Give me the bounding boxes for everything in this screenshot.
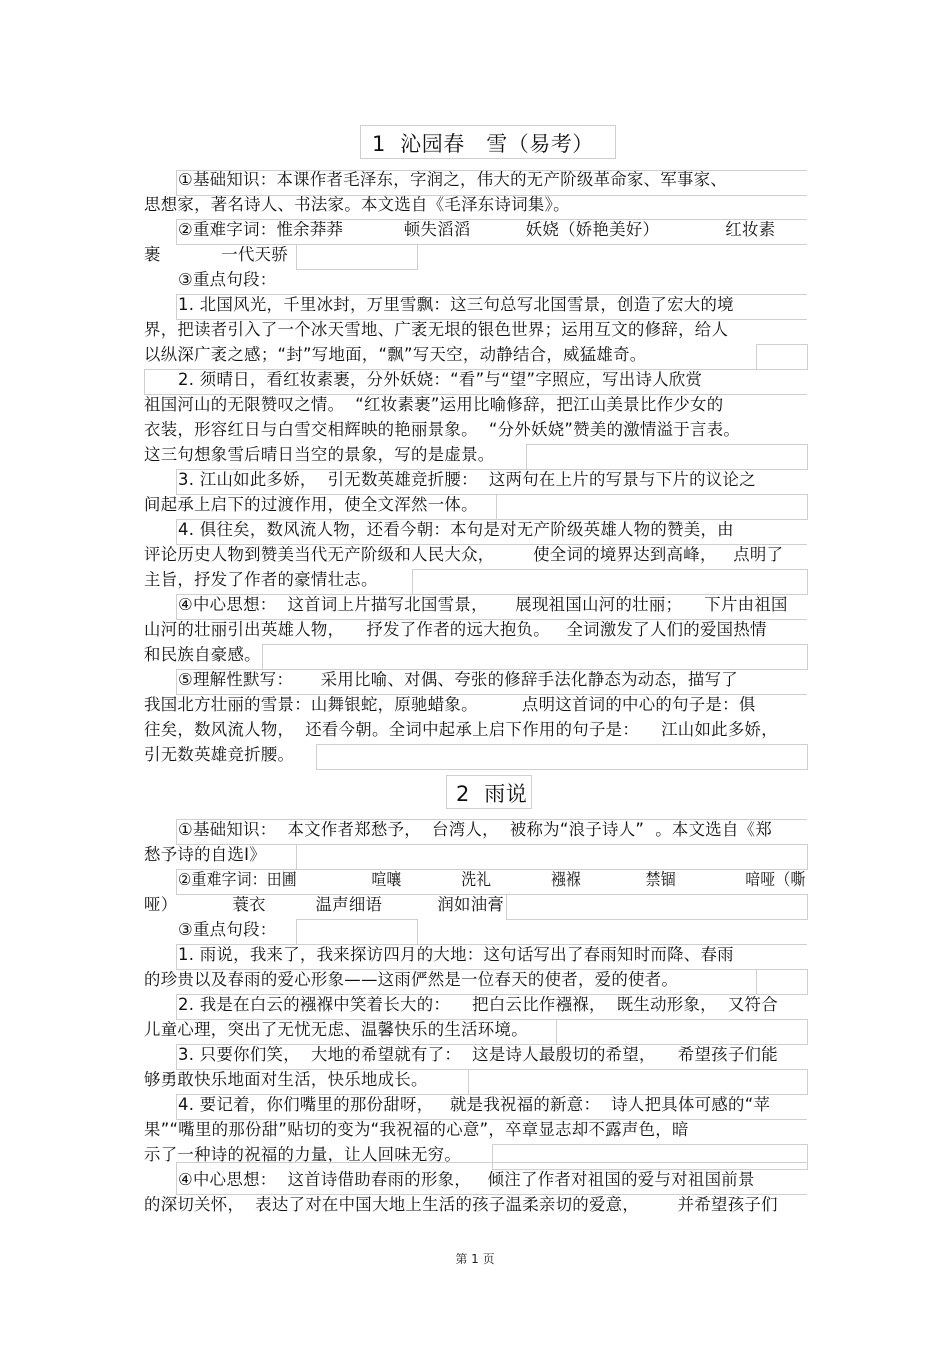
text-frame bbox=[412, 569, 808, 595]
text-line: 这三句想象雪后晴日当空的景象，写的是虚景。 bbox=[144, 445, 495, 464]
text-line: 思想家，著名诗人、书法家。本文选自《毛泽东诗词集》。 bbox=[144, 195, 570, 214]
text-line: 4. 俱往矣，数风流人物，还看今朝：本句是对无产阶级英雄人物的赞美，由 bbox=[178, 520, 734, 539]
text-line: 4. 要记着，你们嘴里的那份甜呀， 就是我祝福的新意： 诗人把具体可感的“苹 bbox=[178, 1095, 771, 1114]
text-line: 愁予诗的自选Ⅰ》 bbox=[144, 845, 266, 864]
text-line: 1. 北国风光，千里冰封，万里雪飘：这三句总写北国雪景，创造了宏大的境 bbox=[178, 295, 734, 314]
text-line: 衣装，形容红日与白雪交相辉映的艳丽景象。 “分外妖娆”赞美的激情溢于言表。 bbox=[144, 420, 741, 439]
text-frame bbox=[492, 1144, 808, 1170]
text-frame bbox=[756, 344, 808, 370]
text-frame bbox=[756, 969, 808, 995]
text-line: 2. 须晴日，看红妆素裹，分外妖娆：“看”与“望”字照应，写出诗人欣赏 bbox=[178, 370, 703, 389]
text-line: 往矣，数风流人物， 还看今朝。全词中起承上启下作用的句子是： 江山如此多娇， bbox=[144, 720, 778, 739]
text-line: 3. 只要你们笑， 大地的希望就有了： 这是诗人最殷切的希望， 希望孩子们能 bbox=[178, 1045, 778, 1064]
text-frame bbox=[296, 844, 808, 870]
text-frame bbox=[296, 919, 418, 945]
text-line: 的珍贵以及春雨的爱心形象——这雨俨然是一位春天的使者，爱的使者。 bbox=[144, 970, 679, 989]
text-line: 3. 江山如此多娇， 引无数英雄竞折腰： 这两句在上片的写景与下片的议论之 bbox=[178, 470, 756, 489]
text-line: 间起承上启下的过渡作用，使全文浑然一体。 bbox=[144, 495, 478, 514]
text-frame bbox=[262, 644, 808, 670]
text-frame bbox=[526, 444, 808, 470]
text-line: ②重难字词：惟余莽莽 顿失滔滔 妖娆（娇艳美好） 红妆素 bbox=[178, 220, 776, 239]
text-line: 我国北方壮丽的雪景：山舞银蛇，原驰蜡象。 点明这首词的中心的句子是：俱 bbox=[144, 695, 756, 714]
text-line: 儿童心理，突出了无忧无虑、温馨快乐的生活环境。 bbox=[144, 1020, 528, 1039]
text-frame bbox=[468, 1069, 808, 1095]
section-title-1: 1 沁园春 雪（易考） bbox=[372, 132, 594, 156]
text-line: 山河的壮丽引出英雄人物， 抒发了作者的远大抱负。 全词激发了人们的爱国热情 bbox=[144, 620, 767, 639]
text-line: 果”“嘴里的那份甜”贴切的变为“我祝福的心意”，卒章显志却不露声色，暗 bbox=[144, 1120, 689, 1139]
text-line: ④中心思想： 这首词上片描写北国雪景， 展现祖国山河的壮丽； 下片由祖国 bbox=[178, 595, 788, 614]
text-line: 1. 雨说，我来了，我来探访四月的大地：这句话写出了春雨知时而降、春雨 bbox=[178, 945, 734, 964]
text-line: 引无数英雄竞折腰。 bbox=[144, 745, 295, 764]
text-line: ①基础知识： 本文作者郑愁予， 台湾人， 被称为“浪子诗人” 。本文选自《郑 bbox=[178, 820, 773, 839]
text-line: ③重点句段： bbox=[178, 920, 277, 939]
text-line: ④中心思想： 这首诗借助春雨的形象， 倾注了作者对祖国的爱与对祖国前景 bbox=[178, 1170, 755, 1189]
text-line: 裹 一代天骄 bbox=[144, 245, 289, 264]
text-frame bbox=[316, 744, 808, 770]
page-number: 第 1 页 bbox=[455, 1252, 495, 1266]
text-line: 2. 我是在白云的襁褓中笑着长大的： 把白云比作襁褓， 既生动形象， 又符合 bbox=[178, 995, 778, 1014]
section-title-2: 2 雨说 bbox=[456, 782, 528, 806]
text-line: 界，把读者引入了一个冰天雪地、广袤无垠的银色世界；运用互文的修辞，给人 bbox=[144, 320, 729, 339]
text-line: 评论历史人物到赞美当代无产阶级和人民大众， 使全词的境界达到高峰， 点明了 bbox=[144, 545, 784, 564]
text-frame bbox=[506, 894, 808, 920]
text-line: 哑） 蓑衣 温声细语 润如油膏 bbox=[144, 895, 505, 914]
text-frame bbox=[556, 1019, 808, 1045]
text-line: 的深切关怀， 表达了对在中国大地上生活的孩子温柔亲切的爱意， 并希望孩子们 bbox=[144, 1195, 778, 1214]
text-line: 以纵深广袤之感；“封”写地面，“飘”写天空，动静结合，威猛雄奇。 bbox=[144, 345, 647, 364]
text-line: ③重点句段： bbox=[178, 270, 277, 289]
text-line: 和民族自豪感。 bbox=[144, 645, 261, 664]
text-line: 够勇敢快乐地面对生活，快乐地成长。 bbox=[144, 1070, 428, 1089]
text-line: ⑤理解性默写： 采用比喻、对偶、夸张的修辞手法化静态为动态，描写了 bbox=[178, 670, 738, 689]
text-line: 祖国河山的无限赞叹之情。 “红妆素裹”运用比喻修辞，把江山美景比作少女的 bbox=[144, 395, 724, 414]
text-line: 示了一种诗的祝福的力量，让人回味无穷。 bbox=[144, 1145, 462, 1164]
text-frame bbox=[296, 244, 418, 270]
text-line: 主旨，抒发了作者的豪情壮志。 bbox=[144, 570, 378, 589]
text-line: ①基础知识：本课作者毛泽东，字润之，伟大的无产阶级革命家、军事家、 bbox=[178, 170, 728, 189]
text-frame bbox=[496, 494, 808, 520]
text-line: ②重难字词：田圃 喧嚷 洗礼 襁褓 禁锢 喑哑（嘶 bbox=[178, 870, 806, 889]
